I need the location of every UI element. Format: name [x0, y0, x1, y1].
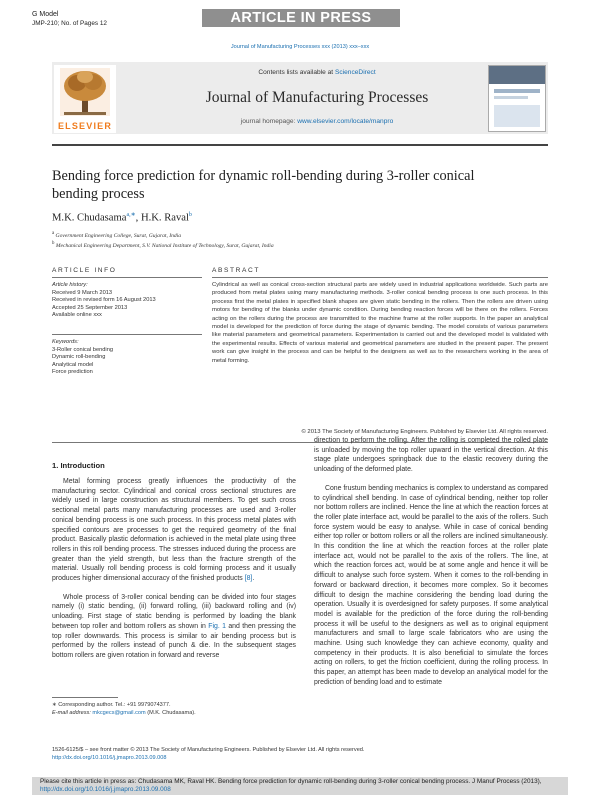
email-label: E-mail address: [52, 710, 91, 717]
article-in-press-banner: ARTICLE IN PRESS [202, 9, 400, 27]
abstract-text: Cylindrical as well as conical cross-section structural parts are widely used in industrial applications worldwide. Such parts are produced from metal plates using many manufacturing methods. 3-roller conical bending process is one such process. In this process first the metal plates in specified blank shapes are given static bending in the rollers. Then the rollers are driven using motors for bending of the blanks under dynamic condition. During bending reaction forces will be there on the rollers. Forces acting on the rollers during the process are transmitted to the machine frame at the roller supports. In the paper an analytical model is developed for the prediction of force during the stage of dynamic bending. The model consists of various parameters like material parameters and geometrical parameters. Experimentation is carried out and the developed model is validated with the experimental results. Effects of various material and geometrical parameters are studied in the present paper. The present work can give insight in the process and can be helpful to the designers as well as to the researchers working in the area of metal forming. [212, 282, 548, 364]
keyword-item: 3-Roller conical bending [52, 346, 114, 353]
keywords-label: Keywords: [52, 339, 79, 345]
author-marks[interactable]: b [188, 212, 192, 218]
intro-paragraph: Cone frustum bending mechanics is complex to understand as compared to cylindrical shell bending. In case of cylindrical bending, neither top roller nor bottom rollers are inclined. Hence the line at which the reaction forces at the roller plate interface act, would be parallel to the axis of the rollers. Such force system would be easy to analyse. While in case of conical bending either top roller or bottom rollers or all the rollers are inclined simultaneously. In this condition the line at which the reaction forces at the roller plate interface act, would not be parallel to the axis of the rollers. The line, at which the reaction forces act, would be at some angle and hence it will be difficult to analyse such force system. When it comes to the roll-bending in forward or backward direction, it becomes more complex. So it becomes difficult to design the machine considering the bending load during the operation. Usually it is overdesigned for safety purposes. If some analytical model is available for the prediction of the force during the roll-bending process it will be useful to the designers as well as to original equipment manufacturers and small to large scale fabricators who are using the machine. Using such knowledge they can achieve economy, quality and competency in their products. It is also beneficial to simulate the forces acting on rollers, to get the friction coefficient, during the rolling process. In this paper, an attempt has been made to develop an analytical model for the prediction of bending load and to estimate [314, 484, 548, 686]
intro-paragraph: direction to perform the rolling. After the rolling is completed the rolled plate is unloaded by moving the top roller upward in the vertical direction. At this stage plate undergoes springback due to the elastic recovery during the unloading of the deformed plate. [314, 437, 548, 474]
page-count: No. of Pages 12 [61, 20, 107, 27]
cover-band [489, 66, 545, 84]
affiliation-key: b [52, 240, 55, 246]
citation-box [32, 777, 568, 795]
cover-title-bar [494, 89, 540, 93]
keyword-item: Force prediction [52, 369, 93, 376]
author-name[interactable]: H.K. Raval [140, 212, 189, 224]
intro-right-column [314, 436, 548, 697]
article-code: G Model [32, 11, 59, 18]
article-code-block [32, 10, 107, 28]
intro-text: and then pressing the top roller downwards. This process is similar to air bending process but is performed by the rollers instead of punch & die. In the subsequent stages bottom rollers are given rotation in forward and reverse [52, 622, 297, 659]
cover-image-block [494, 105, 540, 127]
journal-citation-link[interactable]: Journal of Manufacturing Processes xxx (2013) xxx–xxx [230, 44, 370, 50]
email-line [52, 709, 196, 717]
issn-line: 1526-6125/$ – see front matter © 2013 The Society of Manufacturing Engineers. Published by Elsevier Ltd. All rights reserved. [52, 747, 365, 753]
author-list [52, 211, 192, 224]
affiliation-text: Mechanical Engineering Department, S.V. National Institute of Technology, Surat, Gujarat, India [55, 242, 274, 249]
author-marks[interactable]: a,∗ [126, 212, 136, 218]
intro-text: Metal forming process greatly influences the productivity of the manufacturing sector. Cylindrical and conical cross sectional structures are widely used in large construction as structural members. To get such cross sectional metal parts many manufacturing processes are used and 3-roller conical bending process is one such process. In this process metal plates with specified contours are processes to get the required geometry of the final product. Basically plastic deformation is achieved in the metal plate using three rollers in this roll bending process. The stresses induced during the process are greater than the yield strength, but less than the fracture strength of the material. Usually roll bending process is cold forming process and it usually produces higher dimensional accuracy of the finished products [52, 478, 296, 583]
journal-code-line [32, 19, 107, 28]
intro-paragraph: Metal forming process greatly influences the productivity of the manufacturing sector. Cylindrical and conical cross sectional structures are widely used in large construction as structural members. To get such cross sectional metal parts many manufacturing processes are used and 3-roller conical bending process is one such process. In this process metal plates with specified contours are processes to get the required geometry of the final product. Basically plastic deformation is achieved in the metal plate using three rollers in this roll bending process. The stresses induced during the process are greater than the yield strength, but less than the fracture strength of the material. Usually roll bending process is cold forming process and it usually produces higher dimensional accuracy of the finished products [8]. [52, 478, 296, 583]
journal-code: JMP-210; [32, 20, 60, 27]
elsevier-wordmark: ELSEVIER [57, 121, 113, 131]
citation-text: Please cite this article in press as: Chudasama MK, Raval HK. Bending force prediction for dynamic roll-bending during 3-roller conical bending process. J Manuf Process (2013), [40, 778, 542, 785]
abstract-rule [212, 277, 548, 278]
history-label: Article history: [52, 282, 88, 288]
affiliations [52, 230, 274, 250]
journal-title[interactable]: Journal of Manufacturing Processes [205, 89, 429, 106]
sciencedirect-link[interactable]: ScienceDirect [334, 69, 376, 76]
history-item: Accepted 25 September 2013 [52, 304, 128, 311]
figure-link[interactable]: Fig. 1 [208, 622, 226, 630]
doi-link[interactable]: http://dx.doi.org/10.1016/j.jmapro.2013.09.008 [52, 755, 167, 761]
email-owner: (M.K. Chudasama). [147, 710, 196, 717]
reference-link[interactable]: [8] [244, 575, 253, 583]
article-info-heading: ARTICLE INFO [52, 267, 117, 274]
email-link[interactable]: mkcgecs@gmail.com [92, 710, 146, 717]
author-name[interactable]: M.K. Chudasama [52, 212, 127, 224]
contents-prefix: Contents lists available at [258, 69, 334, 76]
citation-doi-link[interactable]: http://dx.doi.org/10.1016/j.jmapro.2013.09.008 [40, 786, 171, 794]
journal-homepage [152, 118, 482, 125]
introduction-heading: 1. Introduction [52, 461, 105, 470]
history-rule [52, 334, 202, 335]
homepage-url-link[interactable]: www.elsevier.com/locate/manpro [297, 118, 394, 125]
keyword-item: Analytical model [52, 361, 94, 368]
corresponding-author-note: ∗ Corresponding author. Tel.: +91 9979074377. [52, 702, 171, 708]
affiliation-key: a [52, 231, 55, 236]
journal-masthead [52, 55, 548, 135]
author-separator: , [135, 212, 141, 224]
article-info-rule [52, 277, 202, 278]
footnote [52, 701, 196, 717]
masthead-divider [52, 144, 548, 146]
history-item: Received in revised form 16 August 2013 [52, 297, 156, 304]
intro-text: Whole process of 3-roller conical bending can be divided into four stages namely (i) static bending, (ii) forward rolling, (iii) backward rolling and (iv) unloading. First stage of static bending is performed by loading the blank between top roller and bottom rollers as shown in [52, 593, 296, 630]
cover-subtitle-bar [494, 96, 528, 99]
article-title: Bending force prediction for dynamic roll-bending during 3-roller conical bending process [52, 168, 475, 202]
intro-left-column [52, 477, 296, 670]
history-item: Received 9 March 2013 [52, 289, 113, 296]
elsevier-tree-icon [60, 68, 110, 116]
footnote-rule [52, 697, 118, 698]
affiliation-item [52, 230, 274, 240]
keywords-block [52, 339, 202, 377]
affiliation-text: Government Engineering College, Surat, Gujarat, India [55, 232, 182, 239]
intro-paragraph [52, 593, 296, 661]
abstract-copyright: © 2013 The Society of Manufacturing Engineers. Published by Elsevier Ltd. All rights reserved. [301, 429, 548, 435]
history-item: Available online xxx [52, 312, 102, 319]
contents-line [172, 69, 462, 76]
publication-info [52, 746, 552, 762]
elsevier-logo[interactable] [54, 65, 116, 133]
abstract-heading: ABSTRACT [212, 267, 260, 274]
journal-cover-thumbnail[interactable] [488, 65, 546, 132]
article-history [52, 282, 202, 320]
keyword-item: Dynamic roll-bending [52, 354, 106, 361]
homepage-label: journal homepage: [240, 118, 296, 125]
affiliation-item [52, 240, 274, 250]
